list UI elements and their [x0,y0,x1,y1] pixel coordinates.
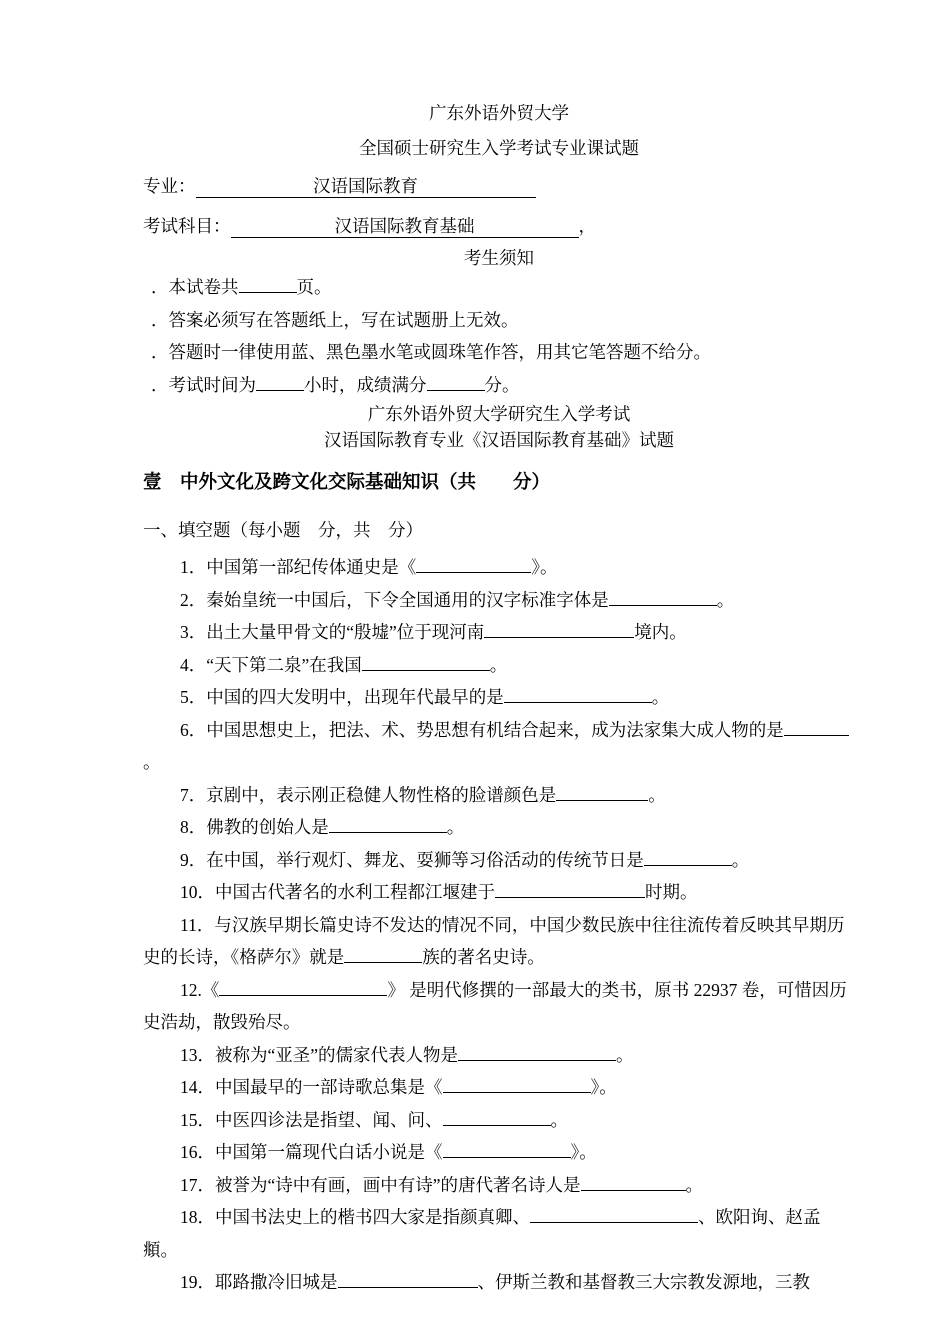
fill-in-blank-section-title: 一、填空题（每小题 分，共 分） [143,520,423,540]
fill-in-blank-line [416,559,531,573]
text-segment: 》。 [590,1077,617,1097]
text-segment: 。 [648,784,666,805]
text-segment: ．本试卷共 [151,277,239,297]
question-item [143,811,855,844]
question-item [143,1266,855,1299]
text-segment: 分。 [484,374,520,395]
question-item [143,584,855,617]
text-segment: 4．“天下第二泉”在我国 [180,654,362,675]
text-segment: 5．中国的四大发明中，出现年代最早的是 [180,687,504,707]
text-segment: 13．被称为“亚圣”的儒家代表人物是 [180,1044,459,1065]
fill-in-blank-line [427,377,485,391]
fill-in-blank-line [530,1209,698,1223]
text-segment: 》 是明代修撰的一部最大的类书，原书 22937 卷，可惜因历史浩劫，散毁殆尽。 [143,979,847,1032]
question-item [143,681,855,714]
question-item [143,714,855,779]
text-segment: 。 [616,1044,634,1065]
text-segment: 时期。 [645,882,698,902]
fill-in-blank-line [443,1112,551,1126]
text-segment: 18．中国书法史上的楷书四大家是指颜真卿、 [180,1207,530,1227]
major-value: 汉语国际教育 [313,176,418,196]
subject-value: 汉语国际教育基础 [334,216,475,236]
notice-item [143,304,855,337]
fill-in-blank-line [338,1274,478,1288]
text-segment: 。 [685,1174,704,1195]
fill-in-blank-line [443,1144,571,1158]
subject-trailing-mark: ， [578,216,596,236]
question-item [143,909,855,974]
fill-in-blank-line [443,1079,591,1093]
subheader-line1: 广东外语外贸大学研究生入学考试 [367,404,631,424]
text-segment: 11．与汉族早期长篇史诗不发达的情况不同，中国少数民族中往往流传着反映其早期历史的长诗，《格萨尔》就是 [143,914,845,967]
major-label: 专业： [143,176,196,196]
text-segment: 。 [489,654,508,675]
notice-item [143,336,855,369]
text-segment: 7．京剧中，表示刚正稳健人物性格的脸谱颜色是 [180,784,557,805]
fill-in-blank-line [504,689,652,703]
text-segment: 、欧阳询、赵孟頫。 [143,1207,821,1260]
exam-series-title: 全国硕士研究生入学考试专业课试题 [359,138,639,158]
fill-in-blank-line [495,884,645,898]
text-segment: 。 [731,849,750,870]
text-segment: 。 [143,752,161,772]
fill-in-blank-line [344,949,422,963]
question-item [143,779,855,812]
question-item [143,844,855,877]
question-item [143,551,855,584]
fill-in-blank-line [239,279,297,293]
major-line [143,171,855,201]
notice-item [143,271,855,304]
text-segment: 、伊斯兰教和基督教三大宗教发源地，三教 [477,1272,810,1292]
text-segment: 15．中医四诊法是指望、闻、问、 [180,1109,443,1130]
text-segment: 17．被誉为“诗中有画，画中有诗”的唐代著名诗人是 [180,1174,581,1195]
text-segment: ．考试时间为 [151,374,256,395]
question-item [143,1201,855,1266]
text-segment: ．答案必须写在答题纸上，写在试题册上无效。 [151,309,519,330]
text-segment: 境内。 [634,622,687,642]
fill-in-blank-line [219,982,387,996]
major-field [196,175,536,198]
text-segment: 19．耶路撒冷旧城是 [180,1272,338,1292]
text-segment: 》。 [570,1142,597,1162]
question-item [143,974,855,1039]
text-segment: 16．中国第一篇现代白话小说是《 [180,1142,443,1162]
text-segment: 。 [550,1109,568,1130]
fill-in-blank-line [556,787,648,801]
text-segment: 2．秦始皇统一中国后，下令全国通用的汉字标准字体是 [180,589,609,610]
text-segment: 1．中国第一部纪传体通史是《 [180,557,417,577]
part-one-title: 壹 中外文化及跨文化交际基础知识（共 分） [143,471,551,492]
text-segment: 8．佛教的创始人是 [180,817,329,837]
question-item [143,1039,855,1072]
fill-in-blank-line [581,1177,686,1191]
text-segment: 14．中国最早的一部诗歌总集是《 [180,1077,443,1097]
text-segment: 页。 [296,277,332,297]
subject-line [143,211,855,241]
text-segment: 。 [716,589,735,610]
text-segment: 12.《 [180,979,220,1000]
fill-in-blank-line [784,722,849,736]
question-list [143,551,855,1299]
fill-in-blank-line [458,1047,616,1061]
question-item [143,616,855,649]
text-segment: 10．中国古代著名的水利工程都江堰建于 [180,882,495,902]
text-segment: 9．在中国，举行观灯、舞龙、耍狮等习俗活动的传统节日是 [180,849,644,870]
question-item [143,1104,855,1137]
text-segment: 。 [651,687,670,707]
subject-label: 考试科目： [143,216,231,236]
subheader-line2: 汉语国际教育专业《汉语国际教育基础》试题 [324,430,674,450]
text-segment: ．答题时一律使用蓝、黑色墨水笔或圆珠笔作答，用其它笔答题不给分。 [151,342,711,362]
fill-in-blank-line [362,657,490,671]
notice-list [143,271,855,401]
question-item [143,1169,855,1202]
question-item [143,1071,855,1104]
fill-in-blank-line [484,624,634,638]
fill-in-blank-line [256,377,304,391]
text-segment: 6．中国思想史上，把法、术、势思想有机结合起来，成为法家集大成人物的是 [180,719,784,740]
university-title: 广东外语外贸大学 [429,103,569,123]
text-segment: 》。 [531,557,558,577]
question-item [143,649,855,682]
question-item [143,1136,855,1169]
notice-title: 考生须知 [464,248,534,268]
text-segment: 。 [446,817,465,837]
question-item [143,876,855,909]
fill-in-blank-line [329,819,447,833]
text-segment: 小时，成绩满分 [304,374,427,395]
notice-item [143,369,855,402]
text-segment: 3．出土大量甲骨文的“殷墟”位于现河南 [180,622,485,642]
text-segment: 族的著名史诗。 [422,947,545,967]
fill-in-blank-line [644,852,732,866]
fill-in-blank-line [609,592,717,606]
subject-field [231,215,579,238]
